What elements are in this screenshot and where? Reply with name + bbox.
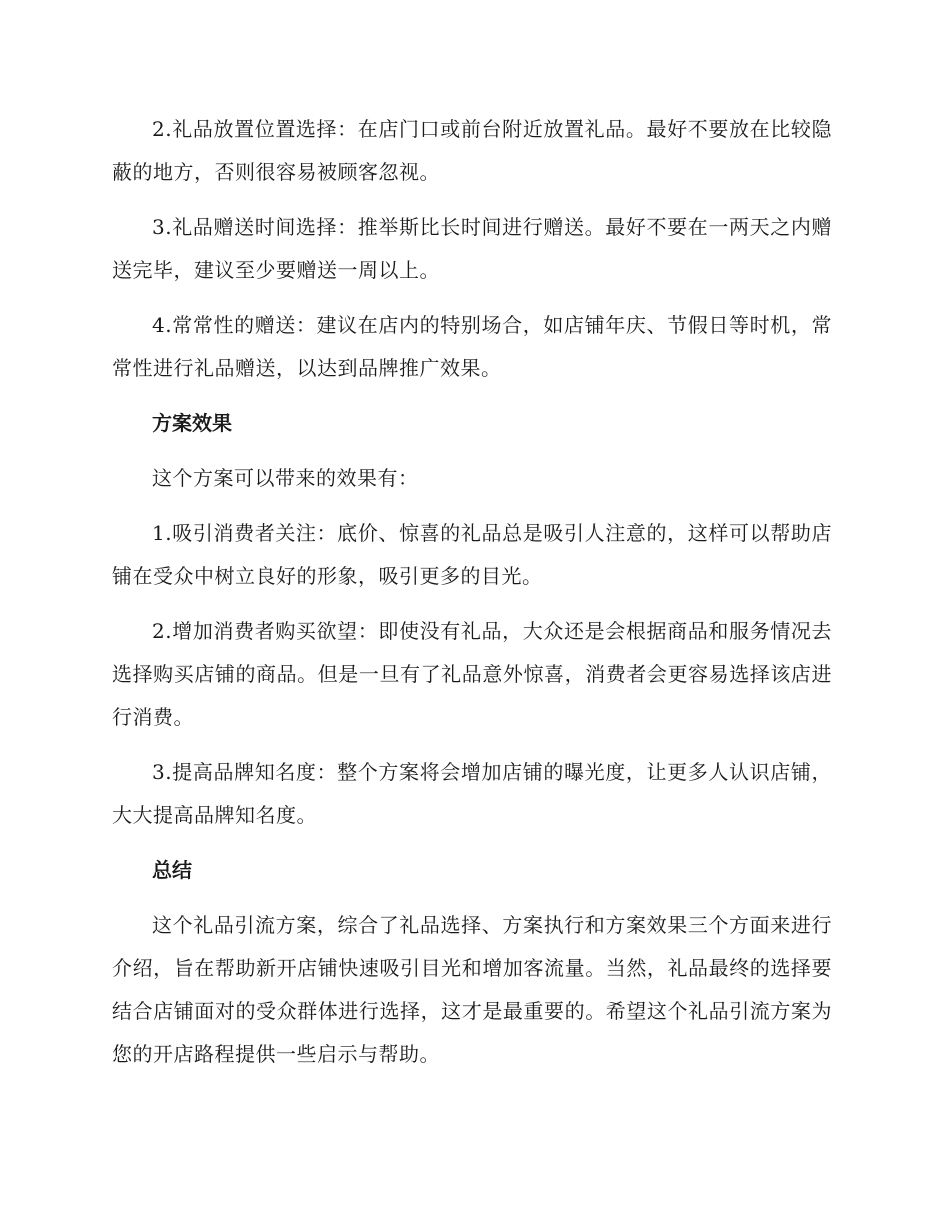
execution-item-2: 2.礼品放置位置选择：在店门口或前台附近放置礼品。最好不要放在比较隐蔽的地方，否则很容易被顾客忽视。 [112,117,832,184]
effects-intro: 这个方案可以带来的效果有： [152,466,419,490]
execution-item-4: 4.常常性的赠送：建议在店内的特别场合，如店铺年庆、节假日等时机，常常性进行礼品赠送，以达到品牌推广效果。 [112,313,832,380]
document-page [112,108,832,1088]
effects-heading: 方案效果 [152,411,232,435]
summary-heading: 总结 [152,858,192,882]
summary-paragraph: 这个礼品引流方案，综合了礼品选择、方案执行和方案效果三个方面来进行介绍，旨在帮助新开店铺快速吸引目光和增加客流量。当然，礼品最终的选择要结合店铺面对的受众群体进行选择，这才是最重要的。希望这个礼品引流方案为您的开店路程提供一些启示与帮助。 [112,913,832,1066]
execution-item-3: 3.礼品赠送时间选择：推举斯比长时间进行赠送。最好不要在一两天之内赠送完毕，建议至少要赠送一周以上。 [112,215,832,282]
effects-item-2: 2.增加消费者购买欲望：即使没有礼品，大众还是会根据商品和服务情况去选择购买店铺的商品。但是一旦有了礼品意外惊喜，消费者会更容易选择该店进行消费。 [112,619,832,729]
effects-item-3: 3.提高品牌知名度：整个方案将会增加店铺的曝光度，让更多人认识店铺，大大提高品牌知名度。 [112,760,832,827]
effects-item-1: 1.吸引消费者关注：底价、惊喜的礼品总是吸引人注意的，这样可以帮助店铺在受众中树立良好的形象，吸引更多的目光。 [112,521,832,588]
